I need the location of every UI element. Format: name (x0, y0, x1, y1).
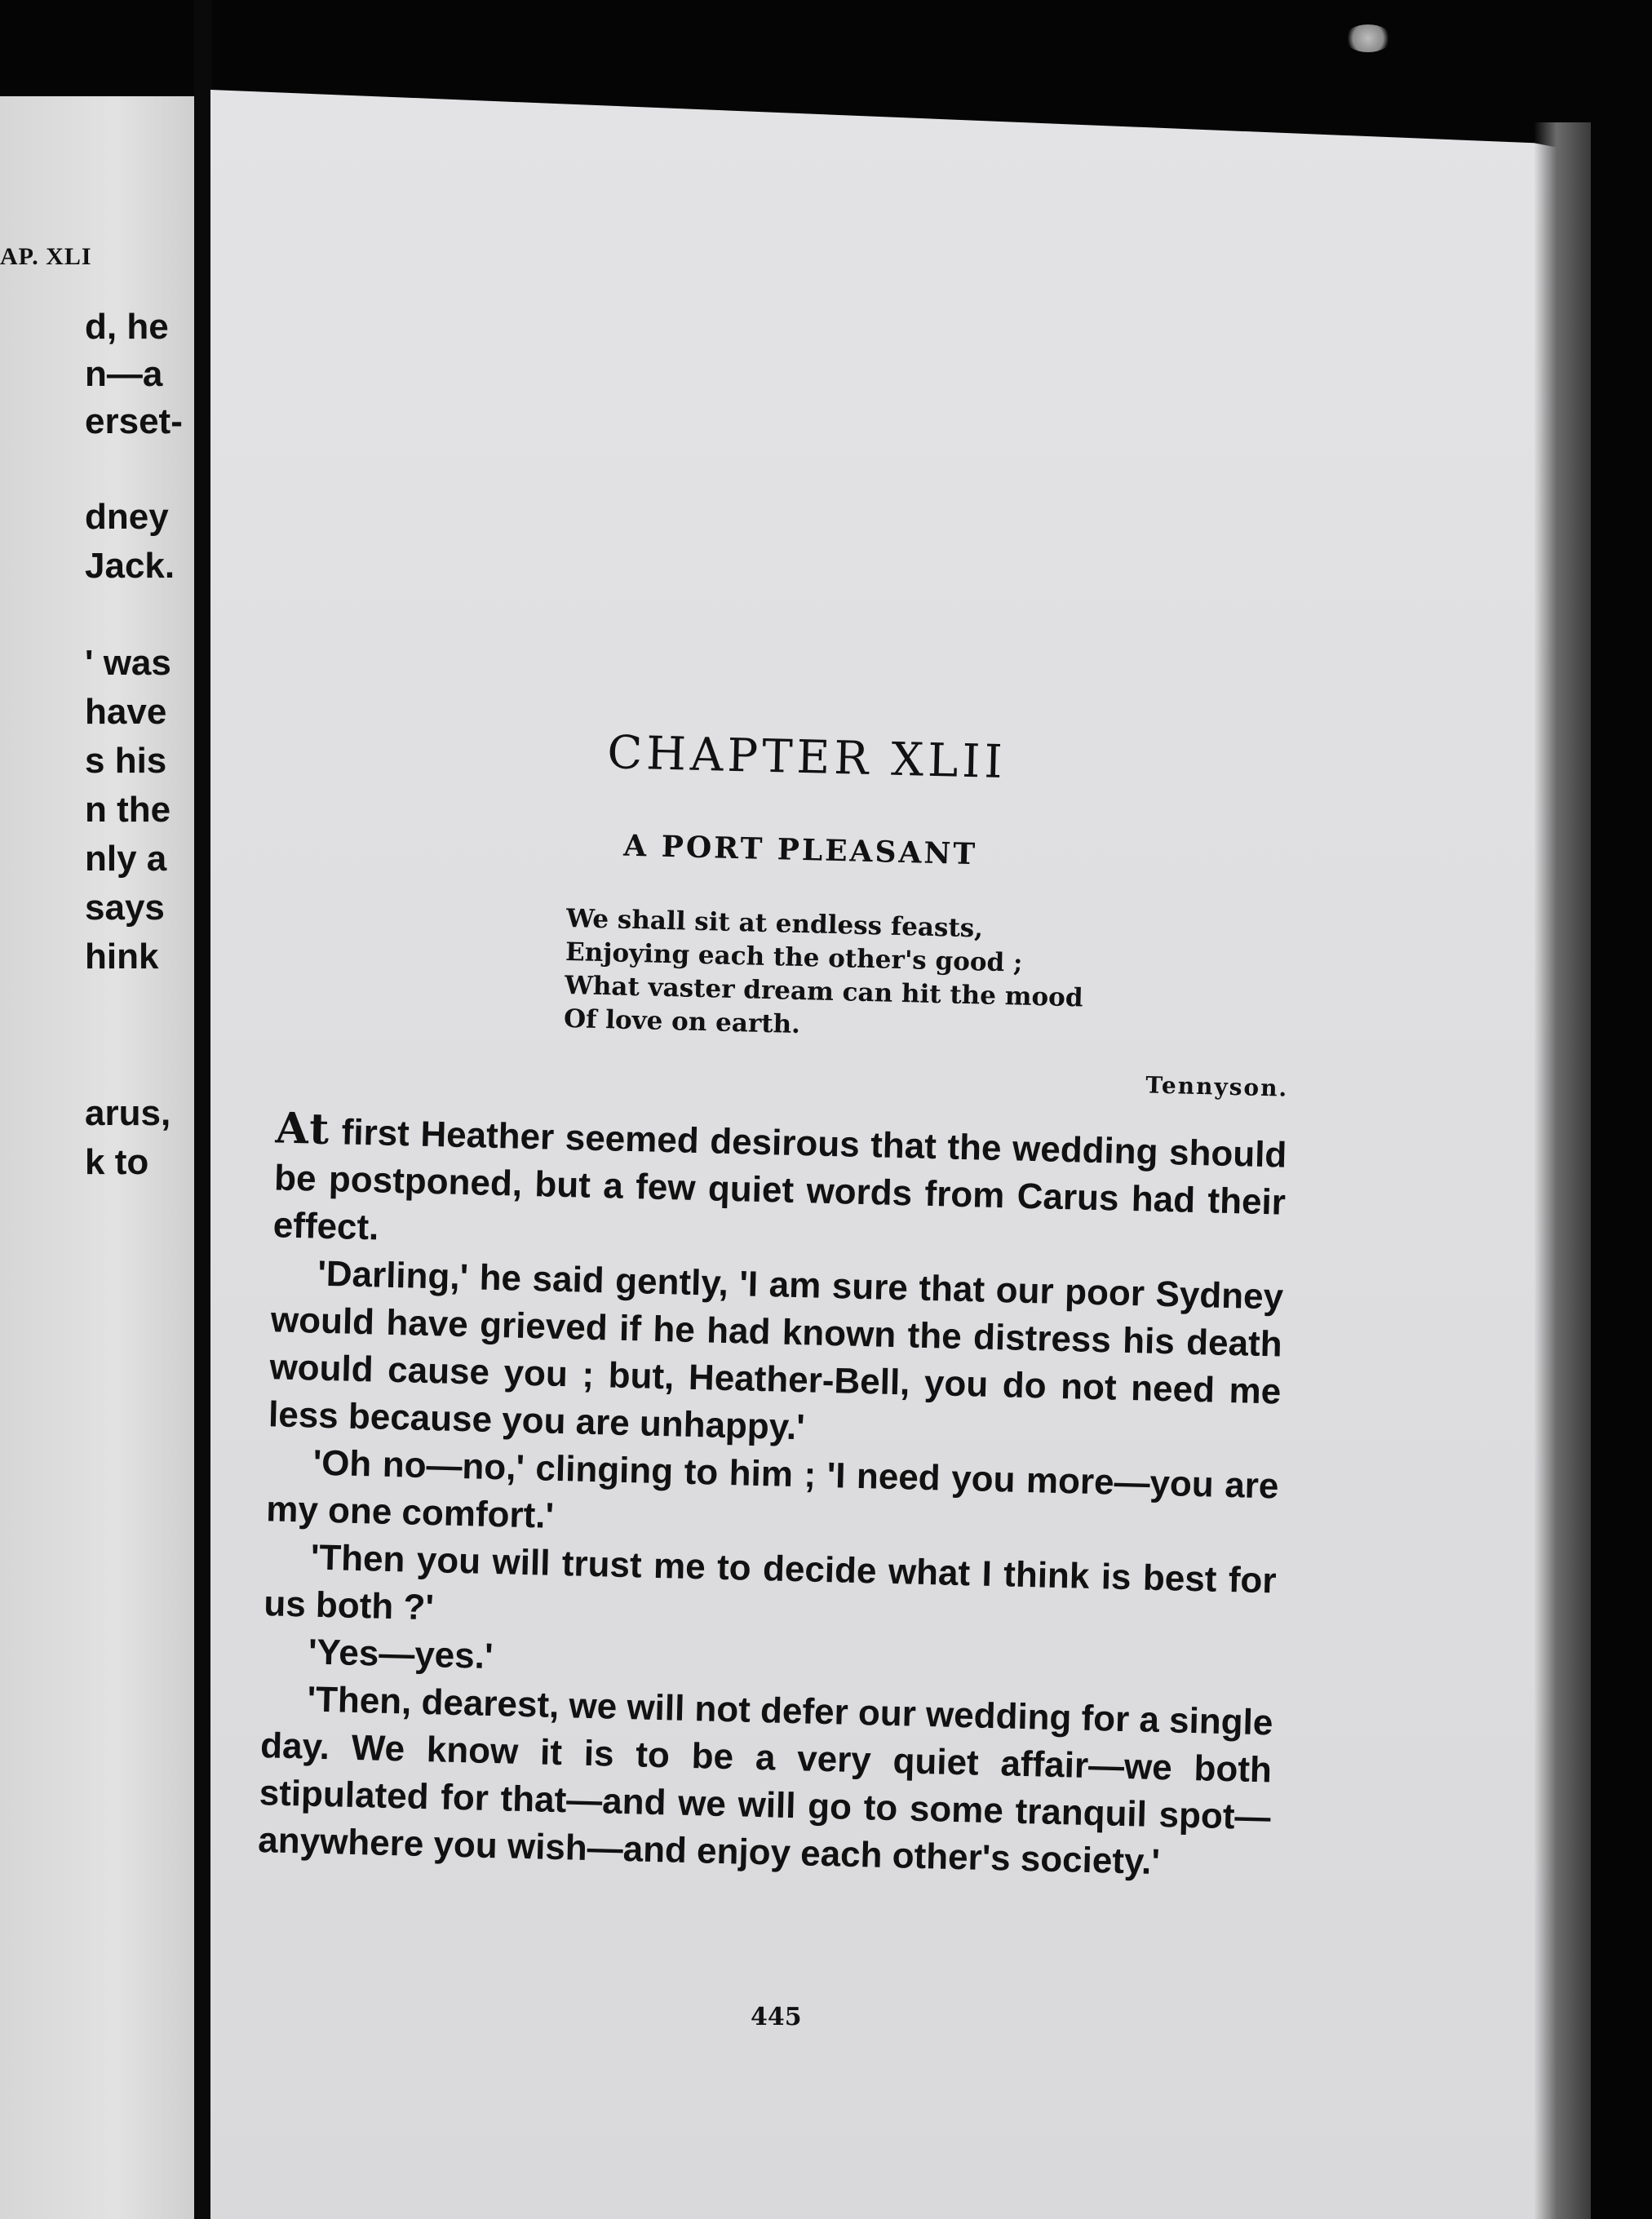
left-page-line: arus, (85, 1093, 171, 1133)
left-page-line: hink (85, 937, 159, 977)
page-number: 445 (751, 2003, 802, 2031)
chapter-subtitle: A PORT PLEASANT (622, 828, 978, 872)
left-page-line: dney (85, 497, 169, 537)
left-page-line: have (85, 692, 167, 732)
left-page-line: k to (85, 1142, 149, 1182)
left-page-line: says (85, 888, 165, 928)
epigraph (564, 902, 1309, 1054)
epigraph-attribution: Tennyson. (1145, 1071, 1289, 1102)
scanner-speck (1344, 24, 1392, 52)
left-page-line: s his (85, 741, 167, 781)
epigraph-line: Of love on earth. (563, 1003, 801, 1040)
left-page-line: n—a (85, 354, 163, 394)
book-binding (194, 0, 212, 2219)
page-edge-shadow (1534, 122, 1591, 2219)
paragraph: 'Yes—yes.' (308, 1632, 494, 1677)
chapter-body (258, 1105, 1287, 1889)
page-content (241, 718, 1313, 1889)
paragraph-text: first Heather seemed desirous that the wedding should be postponed, but a few quiet words from Carus had their effect. (272, 1112, 1287, 1248)
paragraph: 'Then, dearest, we will not defer our wedding for a single day. We know it is to be a very quiet affair—we both stipulated for that—and we will go to some tranquil spot—anywhere you wish—and enjoy each other's society.' (257, 1679, 1273, 1883)
left-page-line: ' was (85, 643, 171, 683)
epigraph-line: What vaster dream can hit the mood (564, 970, 1083, 1013)
paragraph (272, 1105, 1287, 1273)
chapter-title: CHAPTER XLII (606, 726, 1008, 790)
left-page-line: Jack. (85, 546, 175, 586)
epigraph-line: Enjoying each the other's good ; (565, 937, 1023, 978)
paragraph: 'Oh no—no,' clinging to him ; 'I need you more—you are my one comfort.' (265, 1442, 1279, 1536)
left-page-line: n the (85, 790, 171, 830)
paragraph: 'Then you will trust me to decide what I think is best for us both ?' (263, 1537, 1278, 1628)
epigraph-line: We shall sit at endless feasts, (565, 903, 984, 944)
left-page-line: nly a (85, 839, 167, 879)
drop-cap: At (274, 1103, 331, 1154)
left-page-line: erset- (85, 401, 183, 441)
running-header: AP. XLI (0, 243, 92, 270)
left-page-line: d, he (85, 307, 169, 347)
left-page (0, 96, 194, 2219)
paragraph: 'Darling,' he said gently, 'I am sure that our poor Sydney would have grieved if he had known the distress his death would cause you ; but, Heather-Bell, you do not need me less because you are unhappy.' (268, 1253, 1284, 1448)
